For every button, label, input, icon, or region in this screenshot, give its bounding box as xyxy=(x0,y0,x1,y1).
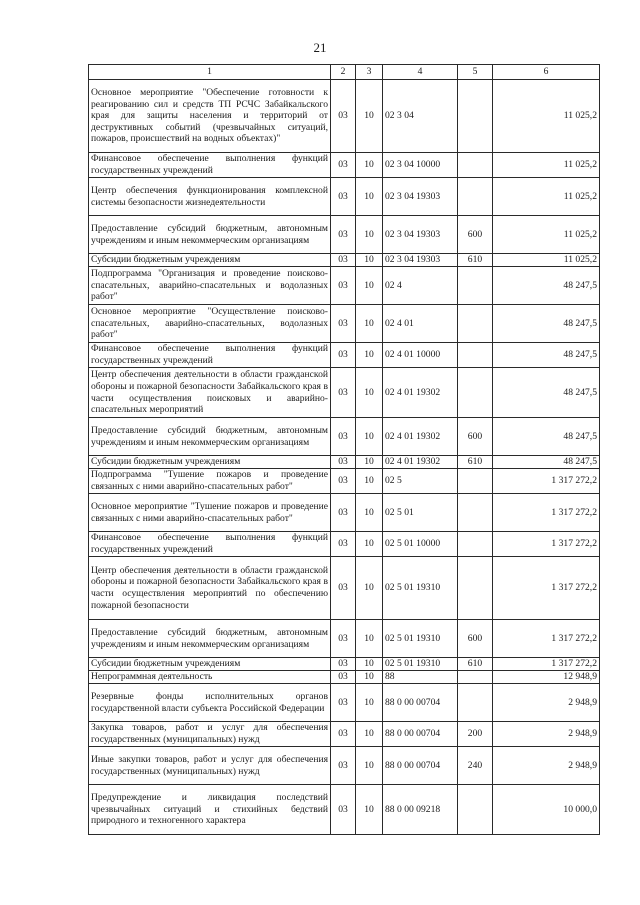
table-row xyxy=(89,469,600,494)
row-section: 03 xyxy=(331,747,356,785)
header-subsection: 3 xyxy=(356,65,383,80)
row-expense-type: 600 xyxy=(458,620,493,658)
row-subsection: 10 xyxy=(356,785,383,835)
table-row xyxy=(89,785,600,835)
row-subsection: 10 xyxy=(356,80,383,153)
row-expense-type: 200 xyxy=(458,722,493,747)
row-name: Центр обеспечения функционирования комплексной системы безопасности жизнедеятельности xyxy=(89,178,331,216)
table-row xyxy=(89,494,600,532)
row-target-article: 88 xyxy=(383,671,458,684)
row-amount: 1 317 272,2 xyxy=(493,557,600,620)
row-subsection: 10 xyxy=(356,418,383,456)
row-target-article: 02 4 01 19302 xyxy=(383,456,458,469)
table-row xyxy=(89,456,600,469)
header-amount: 6 xyxy=(493,65,600,80)
row-section: 03 xyxy=(331,178,356,216)
row-section: 03 xyxy=(331,658,356,671)
header-section: 2 xyxy=(331,65,356,80)
row-section: 03 xyxy=(331,368,356,418)
row-section: 03 xyxy=(331,216,356,254)
row-target-article: 02 3 04 19303 xyxy=(383,254,458,267)
row-amount: 1 317 272,2 xyxy=(493,532,600,557)
row-target-article: 02 4 01 10000 xyxy=(383,343,458,368)
row-expense-type xyxy=(458,305,493,343)
row-name: Иные закупки товаров, работ и услуг для обеспечения государственных (муниципальных) нужд xyxy=(89,747,331,785)
row-amount: 48 247,5 xyxy=(493,368,600,418)
row-expense-type xyxy=(458,153,493,178)
row-section: 03 xyxy=(331,684,356,722)
table-header-row xyxy=(89,65,600,80)
row-target-article: 88 0 00 00704 xyxy=(383,722,458,747)
row-target-article: 02 4 01 19302 xyxy=(383,368,458,418)
header-expense-type: 5 xyxy=(458,65,493,80)
row-section: 03 xyxy=(331,305,356,343)
row-expense-type xyxy=(458,469,493,494)
row-subsection: 10 xyxy=(356,684,383,722)
row-target-article: 02 3 04 19303 xyxy=(383,178,458,216)
row-section: 03 xyxy=(331,267,356,305)
row-amount: 48 247,5 xyxy=(493,267,600,305)
row-subsection: 10 xyxy=(356,178,383,216)
row-subsection: 10 xyxy=(356,722,383,747)
row-expense-type xyxy=(458,494,493,532)
row-expense-type xyxy=(458,557,493,620)
row-section: 03 xyxy=(331,557,356,620)
row-amount: 1 317 272,2 xyxy=(493,658,600,671)
row-name: Предоставление субсидий бюджетным, автономным учреждениям и иным некоммерческим организациям xyxy=(89,620,331,658)
row-name: Субсидии бюджетным учреждениям xyxy=(89,254,331,267)
row-section: 03 xyxy=(331,418,356,456)
row-amount: 48 247,5 xyxy=(493,456,600,469)
table-row xyxy=(89,722,600,747)
table-row xyxy=(89,153,600,178)
row-section: 03 xyxy=(331,254,356,267)
table-row xyxy=(89,418,600,456)
row-target-article: 02 4 xyxy=(383,267,458,305)
row-subsection: 10 xyxy=(356,216,383,254)
row-subsection: 10 xyxy=(356,153,383,178)
row-expense-type: 600 xyxy=(458,216,493,254)
row-subsection: 10 xyxy=(356,456,383,469)
row-section: 03 xyxy=(331,671,356,684)
table-row xyxy=(89,178,600,216)
row-subsection: 10 xyxy=(356,267,383,305)
table-row xyxy=(89,216,600,254)
row-section: 03 xyxy=(331,494,356,532)
row-target-article: 02 5 01 19310 xyxy=(383,658,458,671)
row-name: Финансовое обеспечение выполнения функций государственных учреждений xyxy=(89,153,331,178)
row-target-article: 02 4 01 xyxy=(383,305,458,343)
row-name: Подпрограмма "Тушение пожаров и проведение связанных с ними аварийно-спасательных работ" xyxy=(89,469,331,494)
row-target-article: 88 0 00 09218 xyxy=(383,785,458,835)
row-subsection: 10 xyxy=(356,557,383,620)
row-subsection: 10 xyxy=(356,343,383,368)
row-name: Субсидии бюджетным учреждениям xyxy=(89,456,331,469)
table-row xyxy=(89,557,600,620)
row-section: 03 xyxy=(331,80,356,153)
row-expense-type xyxy=(458,785,493,835)
row-expense-type: 610 xyxy=(458,254,493,267)
table-row xyxy=(89,343,600,368)
row-amount: 2 948,9 xyxy=(493,747,600,785)
row-name: Центр обеспечения деятельности в области гражданской обороны и пожарной безопасности Забайкальского края в части осуществления поисковых и аварийно-спасательных мероприятий xyxy=(89,368,331,418)
row-amount: 2 948,9 xyxy=(493,684,600,722)
row-target-article: 02 5 01 19310 xyxy=(383,557,458,620)
row-subsection: 10 xyxy=(356,671,383,684)
row-amount: 2 948,9 xyxy=(493,722,600,747)
row-name: Центр обеспечения деятельности в области гражданской обороны и пожарной безопасности Забайкальского края в части осуществления мероприятий по обеспечению пожарной безопасности xyxy=(89,557,331,620)
row-subsection: 10 xyxy=(356,494,383,532)
row-name: Непрограммная деятельность xyxy=(89,671,331,684)
row-amount: 10 000,0 xyxy=(493,785,600,835)
row-expense-type xyxy=(458,343,493,368)
row-amount: 11 025,2 xyxy=(493,153,600,178)
row-amount: 1 317 272,2 xyxy=(493,494,600,532)
row-amount: 48 247,5 xyxy=(493,418,600,456)
row-target-article: 02 3 04 19303 xyxy=(383,216,458,254)
row-expense-type xyxy=(458,267,493,305)
row-name: Предоставление субсидий бюджетным, автономным учреждениям и иным некоммерческим организациям xyxy=(89,418,331,456)
row-expense-type xyxy=(458,368,493,418)
row-expense-type xyxy=(458,80,493,153)
row-amount: 48 247,5 xyxy=(493,343,600,368)
row-target-article: 88 0 00 00704 xyxy=(383,747,458,785)
table-row xyxy=(89,80,600,153)
row-expense-type xyxy=(458,684,493,722)
row-target-article: 88 0 00 00704 xyxy=(383,684,458,722)
row-name: Финансовое обеспечение выполнения функций государственных учреждений xyxy=(89,532,331,557)
row-section: 03 xyxy=(331,722,356,747)
row-target-article: 02 4 01 19302 xyxy=(383,418,458,456)
row-subsection: 10 xyxy=(356,469,383,494)
header-name: 1 xyxy=(89,65,331,80)
row-subsection: 10 xyxy=(356,532,383,557)
row-amount: 11 025,2 xyxy=(493,178,600,216)
row-expense-type xyxy=(458,671,493,684)
row-section: 03 xyxy=(331,620,356,658)
row-target-article: 02 5 01 19310 xyxy=(383,620,458,658)
row-expense-type xyxy=(458,532,493,557)
row-subsection: 10 xyxy=(356,368,383,418)
row-expense-type: 610 xyxy=(458,658,493,671)
table-row xyxy=(89,747,600,785)
row-name: Предоставление субсидий бюджетным, автономным учреждениям и иным некоммерческим организациям xyxy=(89,216,331,254)
row-section: 03 xyxy=(331,343,356,368)
row-amount: 1 317 272,2 xyxy=(493,469,600,494)
table-row xyxy=(89,267,600,305)
row-subsection: 10 xyxy=(356,658,383,671)
table-row xyxy=(89,305,600,343)
row-section: 03 xyxy=(331,532,356,557)
row-name: Субсидии бюджетным учреждениям xyxy=(89,658,331,671)
row-subsection: 10 xyxy=(356,747,383,785)
row-section: 03 xyxy=(331,785,356,835)
row-section: 03 xyxy=(331,469,356,494)
page-number: 21 xyxy=(313,40,327,55)
row-section: 03 xyxy=(331,456,356,469)
row-amount: 11 025,2 xyxy=(493,254,600,267)
row-amount: 11 025,2 xyxy=(493,216,600,254)
table-row xyxy=(89,684,600,722)
row-name: Финансовое обеспечение выполнения функций государственных учреждений xyxy=(89,343,331,368)
row-subsection: 10 xyxy=(356,620,383,658)
row-section: 03 xyxy=(331,153,356,178)
row-amount: 11 025,2 xyxy=(493,80,600,153)
row-subsection: 10 xyxy=(356,254,383,267)
row-name: Предупреждение и ликвидация последствий чрезвычайных ситуаций и стихийных бедствий природного и техногенного характера xyxy=(89,785,331,835)
header-target-article: 4 xyxy=(383,65,458,80)
row-name: Основное мероприятие "Тушение пожаров и проведение связанных с ними аварийно-спасательных работ" xyxy=(89,494,331,532)
table-row xyxy=(89,532,600,557)
row-expense-type: 610 xyxy=(458,456,493,469)
row-name: Подпрограмма "Организация и проведение поисково-спасательных, аварийно-спасательных и водолазных работ" xyxy=(89,267,331,305)
row-name: Основное мероприятие "Осуществление поисково-спасательных, аварийно-спасательных, водолазных работ" xyxy=(89,305,331,343)
row-target-article: 02 3 04 xyxy=(383,80,458,153)
row-amount: 12 948,9 xyxy=(493,671,600,684)
row-amount: 48 247,5 xyxy=(493,305,600,343)
table-row xyxy=(89,254,600,267)
row-amount: 1 317 272,2 xyxy=(493,620,600,658)
row-target-article: 02 5 01 xyxy=(383,494,458,532)
table-row xyxy=(89,658,600,671)
row-name: Основное мероприятие "Обеспечение готовности к реагированию сил и средств ТП РСЧС Забайкальского края для защиты населения и территорий от деструктивных событий (чрезвычайных ситуаций, пожаров, происшествий на водных объектах)" xyxy=(89,80,331,153)
table-row xyxy=(89,620,600,658)
row-target-article: 02 5 xyxy=(383,469,458,494)
row-expense-type: 600 xyxy=(458,418,493,456)
row-expense-type: 240 xyxy=(458,747,493,785)
row-expense-type xyxy=(458,178,493,216)
table-row xyxy=(89,368,600,418)
row-subsection: 10 xyxy=(356,305,383,343)
row-target-article: 02 3 04 10000 xyxy=(383,153,458,178)
row-name: Резервные фонды исполнительных органов государственной власти субъекта Российской Федерации xyxy=(89,684,331,722)
table-row xyxy=(89,671,600,684)
budget-table xyxy=(88,64,600,835)
row-name: Закупка товаров, работ и услуг для обеспечения государственных (муниципальных) нужд xyxy=(89,722,331,747)
row-target-article: 02 5 01 10000 xyxy=(383,532,458,557)
